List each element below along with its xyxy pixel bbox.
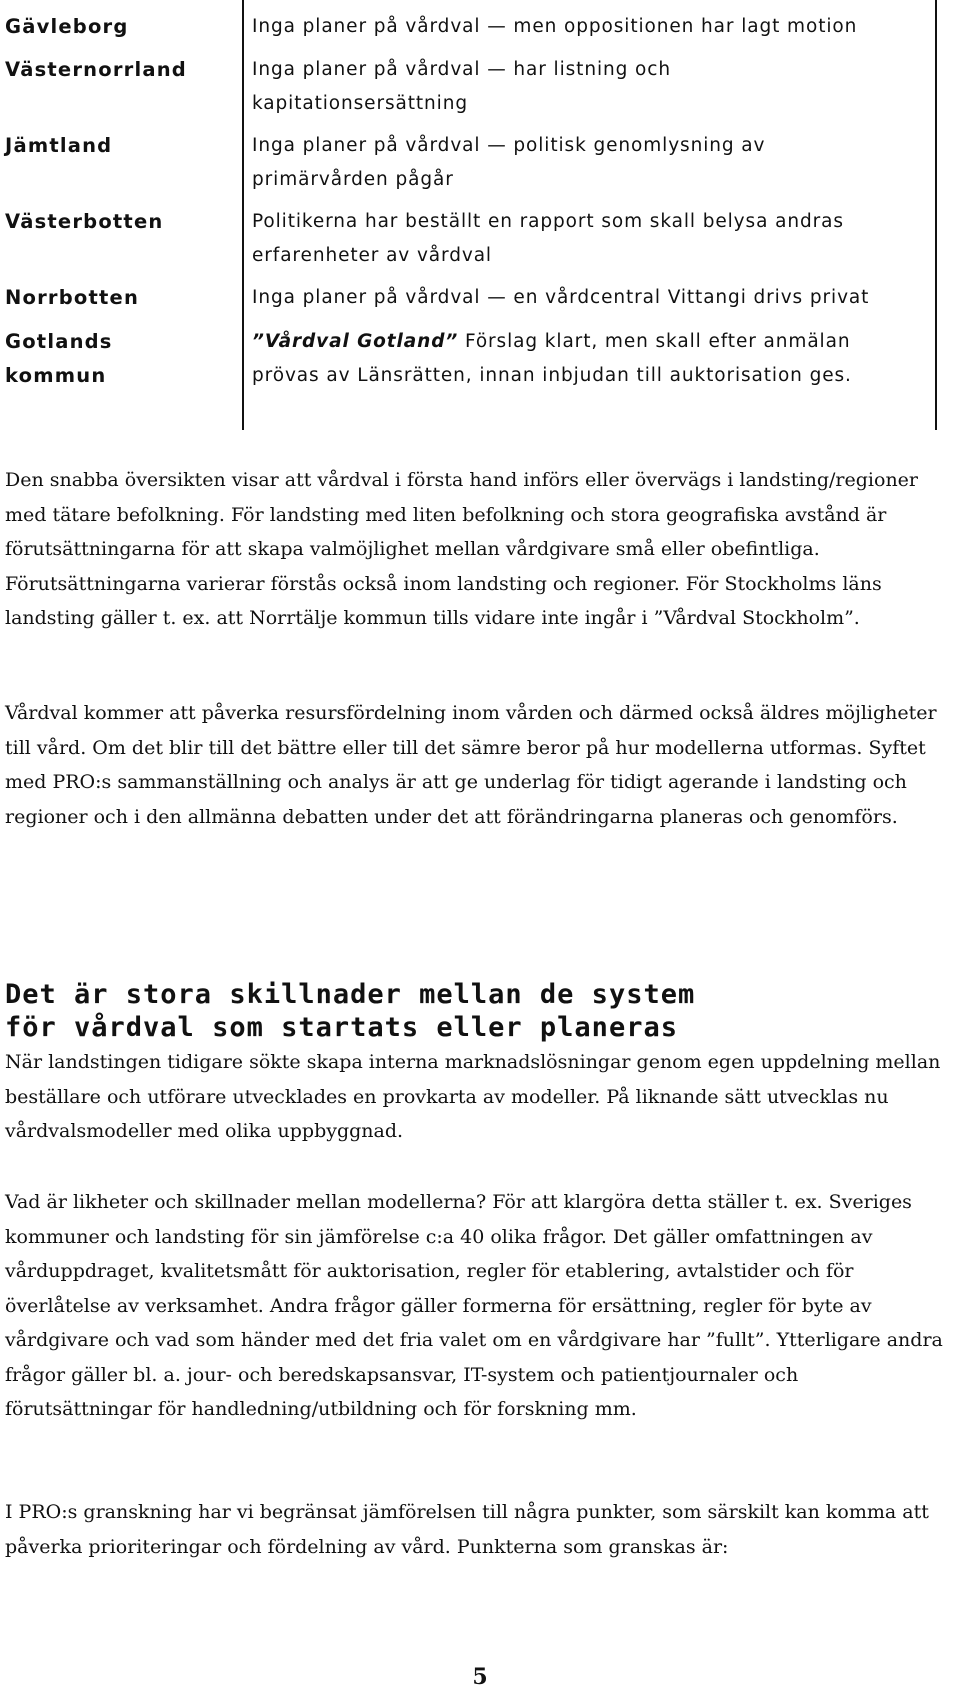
page-number: 5 <box>472 1664 488 1690</box>
region-status: Inga planer på vårdval — politisk genomlysning av primärvården pågår <box>252 135 766 190</box>
paragraph-overview: Den snabba översikten visar att vårdval i första hand införs eller övervägs i landsting/regioner med tätare befolkning. För landsting med liten befolkning och stora geografiska avstånd är förutsättningarna för att skapa valmöjlighet mellan vårdgivare små eller obefintliga. Förutsättningarna varierar förstås också inom landsting och regioner. För Stockholms läns landsting gäller t. ex. att Norrtälje kommun tills vidare inte ingår i ”Vårdval Stockholm”. <box>5 469 919 629</box>
region-name: Norrbotten <box>5 286 140 309</box>
table-divider <box>242 0 244 430</box>
paragraph-review: I PRO:s granskning har vi begränsat jämförelsen till några punkter, som särskilt kan komma att påverka prioriteringar och fördelning av vård. Punkterna som granskas är: <box>5 1501 929 1558</box>
region-status <box>252 325 922 393</box>
region-status: Inga planer på vårdval — har listning och kapitationsersättning <box>252 59 671 114</box>
table-border-right <box>935 0 937 430</box>
region-name: Jämtland <box>5 134 113 157</box>
region-name: Gotlands kommun <box>5 330 113 387</box>
region-name: Västerbotten <box>5 210 164 233</box>
heading-line: Det är stora skillnader mellan de system <box>5 979 696 1010</box>
region-status: Inga planer på vårdval — en vårdcentral Vittangi drivs privat <box>252 287 870 308</box>
paragraph-questions: Vad är likheter och skillnader mellan modellerna? För att klargöra detta ställer t. ex. Sveriges kommuner och landsting för sin jämförelse c:a 40 olika frågor. Det gäller omfattningen av vårduppdraget, kvalitetsmått för auktorisation, regler för etablering, avtalstider och för överlåtelse av verksamhet. Andra frågor gäller formerna för ersättning, regler för byte av vårdgivare och vad som händer med det fria valet om en vårdgivare har ”fullt”. Ytterligare andra frågor gäller bl. a. jour- och beredskapsansvar, IT-system och patientjournaler och förutsättningar för handledning/utbildning och för forskning mm. <box>5 1191 943 1420</box>
section-heading <box>5 978 905 1044</box>
paragraph-models: När landstingen tidigare sökte skapa interna marknadslösningar genom egen uppdelning mellan beställare och utförare utvecklades en provkarta av modeller. På liknande sätt utvecklas nu vårdvalsmodeller med olika uppbyggnad. <box>5 1051 941 1142</box>
region-name: Västernorrland <box>5 58 187 81</box>
region-name: Gävleborg <box>5 15 129 38</box>
region-status: Politikerna har beställt en rapport som skall belysa andras erfarenheter av vårdval <box>252 211 844 266</box>
region-status-text: Förslag klart, men skall efter anmälan prövas av Länsrätten, innan inbjudan till auktorisation ges. <box>252 331 852 386</box>
region-status: Inga planer på vårdval — men oppositionen har lagt motion <box>252 16 858 37</box>
program-name: ”Vårdval Gotland” <box>252 331 459 352</box>
paragraph-impact: Vårdval kommer att påverka resursfördelning inom vården och därmed också äldres möjligheter till vård. Om det blir till det bättre eller till det sämre beror på hur modellerna utformas. Syftet med PRO:s sammanställning och analys är att ge underlag för tidigt agerande i landsting och regioner och i den allmänna debatten under det att förändringarna planeras och genomförs. <box>5 702 937 828</box>
heading-line: för vårdval som startats eller planeras <box>5 1012 678 1043</box>
